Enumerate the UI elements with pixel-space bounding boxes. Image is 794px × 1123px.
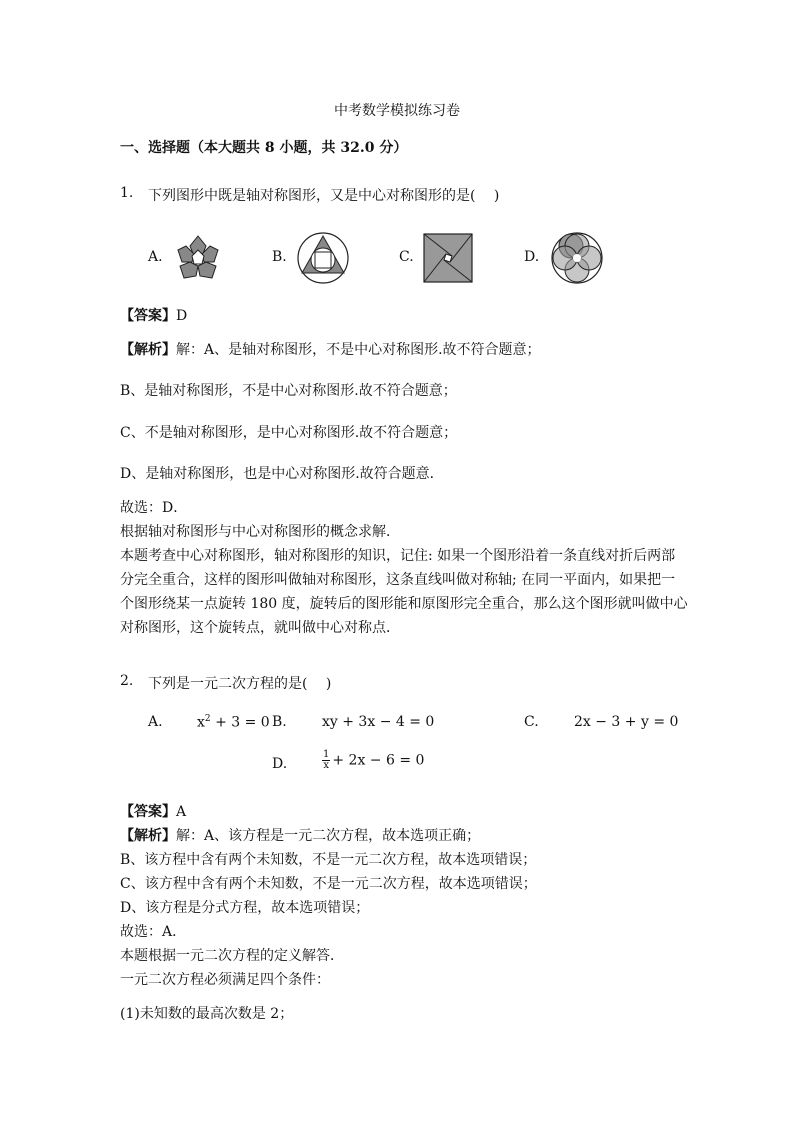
q1-option-a-figure (172, 232, 224, 284)
q2-analysis-line-1 (120, 825, 480, 845)
q2-analysis-line-2: B、该方程中含有两个未知数，不是一元二次方程，故本选项错误； (120, 852, 537, 868)
q2-answer (120, 801, 186, 821)
q2-answer-value: A (176, 804, 187, 820)
q1-analysis-line-6: 根据轴对称图形与中心对称图形的概念求解． (120, 524, 400, 540)
q2-option-d-numerator: 1 (323, 749, 330, 760)
q1-answer (120, 305, 187, 325)
q2-text: 下列是一元二次方程的是( ) (148, 676, 332, 692)
q2-option-c-expr: 2x − 3 + y = 0 (574, 714, 679, 730)
q1-analysis-line-7: 本题考查中心对称图形，轴对称图形的知识，记住: 如果一个图形沿着一条直线对折后两部 (120, 548, 676, 564)
q2-option-b-expr: xy + 3x − 4 = 0 (322, 714, 435, 730)
q2-option-d-fraction (322, 750, 330, 771)
q2-number: 2. (120, 673, 134, 689)
q2-analysis-line-7: 一元二次方程必须满足四个条件： (120, 972, 330, 988)
q2-option-c-label: C. (524, 714, 539, 730)
q1-option-b-figure (296, 231, 350, 285)
q2-option-d-label: D. (272, 756, 288, 772)
q1-option-a-label: A. (148, 249, 163, 265)
q1-option-b-label: B. (272, 249, 287, 265)
q1-analysis-line-9: 个图形绕某一点旋转 180 度，旋转后的图形能和原图形完全重合，那么这个图形就叫做中心 (120, 596, 688, 612)
q1-analysis-line-3: C、不是轴对称图形，是中心对称图形.故不符合题意； (120, 425, 458, 441)
q2-option-a-exponent: 2 (204, 714, 211, 724)
q1-analysis-line-5: 故选：D． (120, 500, 188, 516)
q1-option-c-label: C. (399, 249, 414, 265)
page-title: 中考数学模拟练习卷 (334, 103, 460, 119)
q1-analysis-label: 【解析】 (120, 342, 176, 358)
q1-analysis-line-10: 对称图形，这个旋转点，就叫做中心对称点． (120, 620, 400, 636)
q2-analysis-line-5: 故选：A． (120, 924, 187, 940)
q2-analysis-line-4: D、该方程是分式方程，故本选项错误； (120, 900, 370, 916)
q1-text: 下列图形中既是轴对称图形，又是中心对称图形的是( ) (148, 188, 500, 204)
q2-option-a-expr (197, 714, 270, 731)
q1-analysis-line-8: 分完全重合，这样的图形叫做轴对称图形，这条直线叫做对称轴; 在同一平面内，如果把一 (120, 572, 676, 588)
q1-analysis-line-1 (120, 339, 541, 359)
q1-option-c-figure (422, 232, 474, 284)
q1-answer-label: 【答案】 (120, 308, 176, 324)
q2-analysis-label: 【解析】 (120, 828, 176, 844)
q1-option-d-label: D. (524, 249, 540, 265)
q1-analysis-line-4: D、是轴对称图形，也是中心对称图形.故符合题意． (120, 466, 444, 482)
q2-answer-label: 【答案】 (120, 804, 176, 820)
q2-analysis-text: 解：A、该方程是一元二次方程，故本选项正确； (176, 828, 481, 844)
q2-option-d-denominator: x (323, 760, 329, 771)
q1-analysis-text: 解：A、是轴对称图形，不是中心对称图形.故不符合题意； (176, 342, 541, 358)
q2-option-d-expr (322, 750, 424, 771)
q2-analysis-line-6: 本题根据一元二次方程的定义解答． (120, 948, 344, 964)
q1-answer-value: D (176, 308, 188, 324)
q1-number: 1. (120, 185, 134, 201)
q2-option-d-rest: + 2x − 6 = 0 (332, 752, 425, 769)
q1-analysis-line-2: B、是轴对称图形，不是中心对称图形.故不符合题意； (120, 383, 457, 399)
q2-analysis-line-3: C、该方程中含有两个未知数，不是一元二次方程，故本选项错误； (120, 876, 537, 892)
q2-option-a-rest: + 3 = 0 (210, 714, 270, 731)
section-heading: 一、选择题（本大题共 8 小题，共 32.0 分） (120, 140, 408, 156)
q2-option-b-label: B. (272, 714, 287, 730)
q1-option-d-figure (550, 231, 604, 285)
q2-analysis-line-8: (1)未知数的最高次数是 2； (120, 1006, 294, 1022)
q2-option-a-var: x (197, 714, 205, 731)
q2-option-a-label: A. (148, 714, 163, 730)
